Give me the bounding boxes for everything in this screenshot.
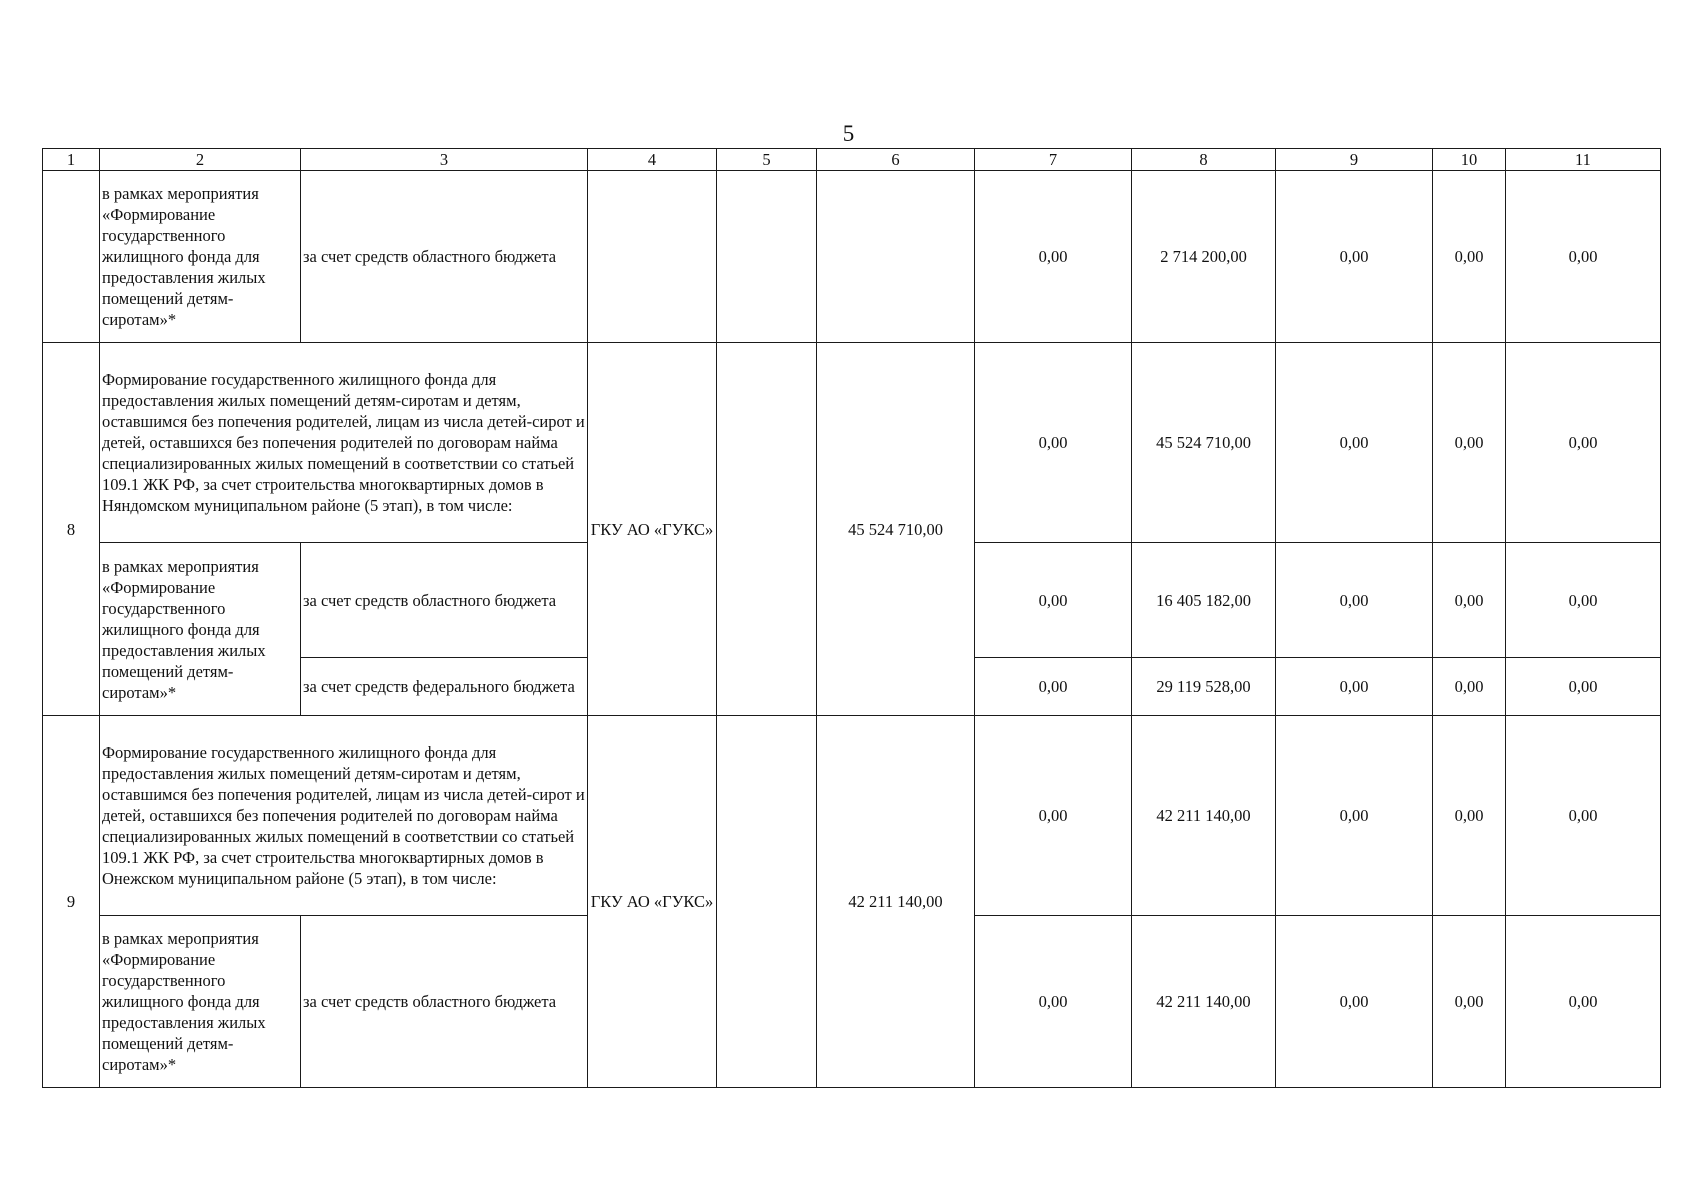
value-cell: 42 211 140,00 <box>1132 716 1276 916</box>
activity-label-cell: в рамках мероприятия «Формирование государственного жилищного фонда для предоставления жилых помещений детям-сиротам»* <box>100 543 301 716</box>
header-cell: 8 <box>1132 149 1276 171</box>
value-cell: 0,00 <box>1276 543 1433 658</box>
value-cell: 0,00 <box>975 916 1132 1088</box>
funding-source-cell: за счет средств областного бюджета <box>301 171 588 343</box>
item-description-cell: Формирование государственного жилищного фонда для предоставления жилых помещений детям-сиротам и детям, оставшимся без попечения родителей, лицам из числа детей-сирот и детей, оставшихся без попечения родителей по договорам найма специализированных жилых помещений в соответствии со статьей 109.1 ЖК РФ, за счет строительства многоквартирных домов в Няндомском муниципальном районе (5 этап), в том числе: <box>100 343 588 543</box>
header-cell: 1 <box>43 149 100 171</box>
value-cell: 0,00 <box>1506 171 1661 343</box>
table-row <box>43 171 1661 343</box>
col5-cell <box>717 716 817 1088</box>
item-description-cell: Формирование государственного жилищного фонда для предоставления жилых помещений детям-сиротам и детям, оставшимся без попечения родителей, лицам из числа детей-сирот и детей, оставшихся без попечения родителей по договорам найма специализированных жилых помещений в соответствии со статьей 109.1 ЖК РФ, за счет строительства многоквартирных домов в Онежском муниципальном районе (5 этап), в том числе: <box>100 716 588 916</box>
value-cell: 0,00 <box>1276 171 1433 343</box>
activity-label-cell: в рамках мероприятия «Формирование государственного жилищного фонда для предоставления жилых помещений детям-сиротам»* <box>100 916 301 1088</box>
value-cell: 0,00 <box>1433 716 1506 916</box>
value-cell: 0,00 <box>1276 343 1433 543</box>
value-cell: 0,00 <box>1433 343 1506 543</box>
value-cell: 0,00 <box>1506 543 1661 658</box>
value-cell: 0,00 <box>1276 916 1433 1088</box>
col5-cell <box>717 171 817 343</box>
header-cell: 5 <box>717 149 817 171</box>
value-cell: 0,00 <box>1276 658 1433 716</box>
value-cell: 0,00 <box>1433 658 1506 716</box>
executor-cell: ГКУ АО «ГУКС» <box>588 343 717 716</box>
value-cell: 0,00 <box>1506 658 1661 716</box>
table-row <box>43 716 1661 916</box>
value-cell: 0,00 <box>1506 343 1661 543</box>
funding-source-cell: за счет средств областного бюджета <box>301 916 588 1088</box>
value-cell: 0,00 <box>1433 916 1506 1088</box>
header-cell: 3 <box>301 149 588 171</box>
value-cell: 0,00 <box>1506 716 1661 916</box>
header-cell: 11 <box>1506 149 1661 171</box>
executor-cell: ГКУ АО «ГУКС» <box>588 716 717 1088</box>
value-cell: 42 211 140,00 <box>1132 916 1276 1088</box>
page-number: 5 <box>842 121 855 146</box>
header-cell: 4 <box>588 149 717 171</box>
number-cell <box>43 171 100 343</box>
budget-table <box>42 148 1661 1088</box>
value-cell: 0,00 <box>1433 543 1506 658</box>
header-cell: 6 <box>817 149 975 171</box>
total-cell: 45 524 710,00 <box>817 343 975 716</box>
value-cell: 2 714 200,00 <box>1132 171 1276 343</box>
item-number-cell: 9 <box>43 716 100 1088</box>
value-cell: 0,00 <box>975 658 1132 716</box>
value-cell: 16 405 182,00 <box>1132 543 1276 658</box>
total-cell <box>817 171 975 343</box>
header-cell: 2 <box>100 149 301 171</box>
funding-source-cell: за счет средств федерального бюджета <box>301 658 588 716</box>
funding-source-cell: за счет средств областного бюджета <box>301 543 588 658</box>
col5-cell <box>717 343 817 716</box>
value-cell: 0,00 <box>1433 171 1506 343</box>
value-cell: 0,00 <box>1276 716 1433 916</box>
executor-cell <box>588 171 717 343</box>
value-cell: 0,00 <box>1506 916 1661 1088</box>
table-header-row <box>43 149 1661 171</box>
total-cell: 42 211 140,00 <box>817 716 975 1088</box>
table-row <box>43 343 1661 543</box>
value-cell: 0,00 <box>975 543 1132 658</box>
item-number-cell: 8 <box>43 343 100 716</box>
header-cell: 10 <box>1433 149 1506 171</box>
activity-label-cell: в рамках мероприятия «Формирование государственного жилищного фонда для предоставления жилых помещений детям-сиротам»* <box>100 171 301 343</box>
value-cell: 29 119 528,00 <box>1132 658 1276 716</box>
value-cell: 45 524 710,00 <box>1132 343 1276 543</box>
value-cell: 0,00 <box>975 716 1132 916</box>
value-cell: 0,00 <box>975 343 1132 543</box>
header-cell: 9 <box>1276 149 1433 171</box>
header-cell: 7 <box>975 149 1132 171</box>
value-cell: 0,00 <box>975 171 1132 343</box>
